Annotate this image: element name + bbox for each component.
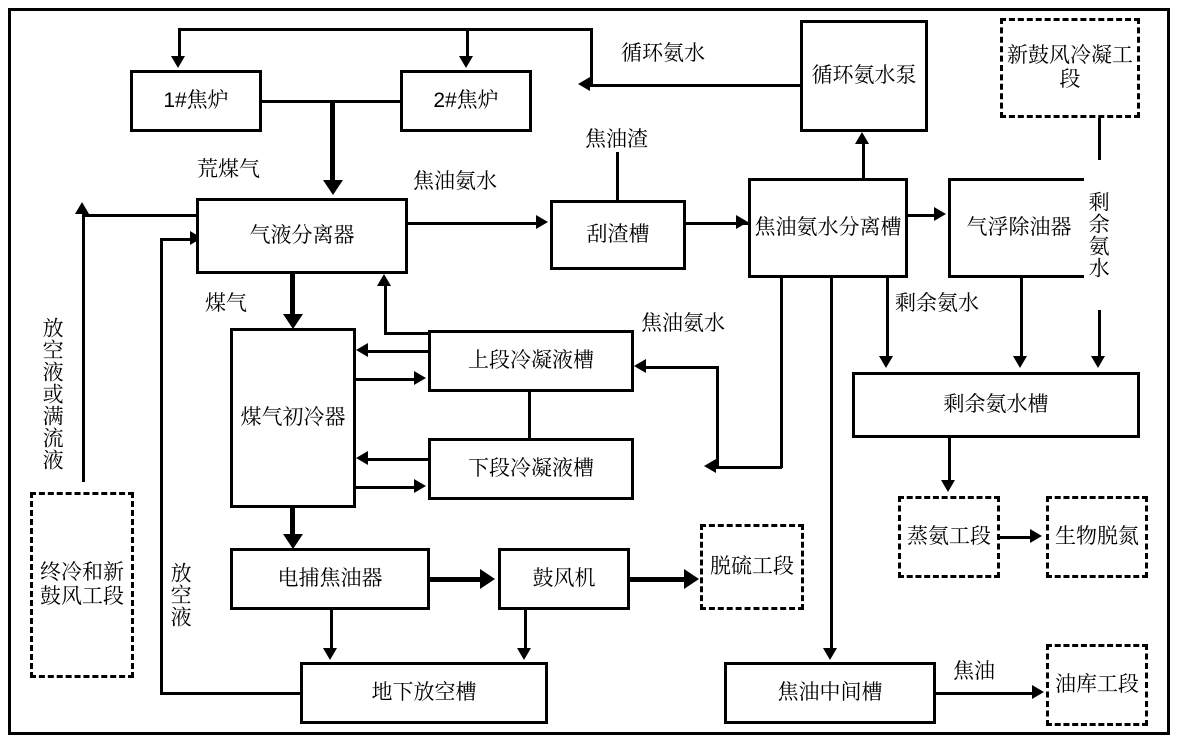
arrowhead-gassep-to-scraper — [536, 215, 548, 229]
edge-label-vent-or-overflow-liquid — [38, 296, 64, 492]
edge-gassep-left-tap — [82, 214, 200, 217]
label-text: 放空液或满流液 — [40, 317, 64, 471]
label-text: 放空液 — [168, 562, 192, 628]
node-label: 蒸氨工段 — [907, 524, 991, 548]
arrowhead-tarsep-to-flotation — [934, 207, 946, 221]
label-text: 循环氨水 — [621, 42, 705, 65]
arrowhead-blower-to-desulf — [684, 569, 699, 589]
node-label: 终冷和新鼓风工段 — [40, 560, 124, 608]
edge-final-cool-riser — [82, 214, 85, 482]
arrowhead-esp-to-blower — [480, 569, 495, 589]
edge-tarsep-to-surplustank — [886, 278, 889, 358]
label-text: 焦油氨水 — [641, 312, 725, 335]
arrowhead-trunk-to-gassep — [323, 180, 343, 195]
edge-tarsep-down-to-condensate — [780, 278, 783, 468]
edge-surplustank-to-ammoniadist — [948, 438, 951, 482]
edge-label-raw-coke-oven-gas — [196, 158, 261, 182]
edge-blower-to-desulf — [630, 577, 686, 582]
edge-to-uppertank — [646, 366, 718, 369]
node-flotation-de-oiler[interactable] — [948, 178, 1090, 278]
node-electrostatic-tar-precipitator[interactable] — [230, 548, 430, 610]
label-text: 焦油氨水 — [413, 170, 497, 193]
edge-blower-to-underground — [524, 610, 527, 650]
edge-label-tar-slag — [584, 128, 649, 152]
node-ammonia-distillation-section[interactable] — [898, 496, 1000, 578]
edge-underground-left-rail — [160, 692, 302, 695]
edge-gassep-to-scraper — [408, 222, 538, 225]
node-lower-condensate-tank[interactable] — [428, 438, 634, 500]
edge-label-surplus-ammonia-water-1 — [894, 292, 980, 316]
node-label: 新鼓风冷凝工段 — [1007, 43, 1133, 91]
node-label: 气液分离器 — [249, 223, 355, 247]
node-tar-ammonia-separation-tank[interactable] — [748, 178, 908, 278]
edge-tarmid-to-oildepot — [936, 692, 1034, 695]
arrowhead-to-coke2 — [459, 56, 473, 68]
node-gas-primary-cooler[interactable] — [230, 328, 356, 508]
arrowhead-tarsep-to-tarmid — [823, 648, 837, 660]
edge-pump-to-cokeoven — [590, 84, 802, 87]
edge-uppertank-to-gassep — [384, 286, 387, 334]
edge-uppertank-to-precooler — [368, 350, 428, 353]
edge-precooler-to-lowertank — [356, 486, 416, 489]
node-label: 脱硫工段 — [710, 554, 794, 578]
edge-trunk-to-gassep — [330, 100, 335, 182]
node-label: 1#焦炉 — [163, 88, 229, 112]
edge-label-tar-ammonia-water-1 — [412, 170, 498, 194]
edge-precooler-to-uppertank — [356, 378, 416, 381]
arrowhead-pump-to-cokeoven — [578, 77, 590, 91]
edge-label-vent-liquid — [166, 540, 192, 650]
arrowhead-to-uppertank — [634, 359, 646, 373]
arrowhead-uppertank-to-gassep — [377, 274, 391, 286]
label-text: 荒煤气 — [197, 158, 260, 181]
node-label: 剩余氨水槽 — [943, 392, 1049, 416]
edge-ammoniadist-to-biodenitr — [1000, 536, 1032, 539]
edge-esp-to-blower — [430, 577, 482, 582]
edge-label-surplus-ammonia-water-vertical — [1084, 160, 1110, 310]
arrowhead-precooler-to-lowertank — [414, 479, 426, 493]
edge-uppertank-up-rail — [384, 332, 430, 335]
arrowhead-flotation-to-surplustank — [1013, 356, 1027, 368]
node-label: 下段冷凝液槽 — [468, 456, 594, 480]
node-label: 焦油氨水分离槽 — [754, 215, 902, 239]
edge-label-tar-ammonia-water-2 — [640, 312, 726, 336]
node-coke-oven-2[interactable] — [400, 70, 532, 132]
arrowhead-tarsep-to-pump — [855, 132, 869, 144]
edge-pump-branch-up — [590, 28, 593, 86]
edge-top-rail — [178, 28, 592, 31]
edge-esp-to-underground — [330, 610, 333, 650]
edge-condensate-branch-up — [716, 366, 719, 468]
arrowhead-precooler-to-esp — [283, 534, 303, 549]
edge-label-circulating-ammonia-water — [620, 42, 706, 66]
arrowhead-ammoniadist-to-biodenitr — [1030, 529, 1042, 543]
label-text: 焦油 — [953, 660, 995, 683]
label-text: 剩余氨水 — [1086, 191, 1110, 279]
label-text: 剩余氨水 — [895, 292, 979, 315]
node-surplus-ammonia-water-tank[interactable] — [852, 372, 1140, 438]
node-biological-denitrification[interactable] — [1046, 496, 1148, 578]
arrowhead-gassep-to-precooler — [283, 314, 303, 329]
arrowhead-scraper-to-tarsep — [736, 215, 748, 229]
edge-down-to-coke2 — [466, 28, 469, 58]
node-label: 焦油中间槽 — [777, 680, 883, 704]
node-underground-vent-tank[interactable] — [300, 662, 548, 724]
edge-gassep-to-precooler — [290, 274, 295, 316]
node-desulfurization-section[interactable] — [700, 524, 804, 610]
arrowhead-to-lowertank — [704, 459, 716, 473]
arrowhead-lowertank-to-precooler — [356, 451, 368, 465]
label-text: 煤气 — [205, 292, 247, 315]
node-label: 鼓风机 — [532, 566, 596, 590]
node-tar-intermediate-tank[interactable] — [724, 662, 936, 724]
node-new-blower-condensation-section[interactable] — [1000, 18, 1140, 118]
arrowhead-blower-to-underground — [517, 648, 531, 660]
edge-down-to-coke1 — [178, 28, 181, 58]
node-scraper-tank[interactable] — [550, 200, 686, 270]
edge-label-tar — [952, 660, 996, 684]
arrowhead-tarmid-to-oildepot — [1032, 685, 1044, 699]
node-upper-condensate-tank[interactable] — [428, 330, 634, 392]
arrowhead-newblower-to-surplustank — [1091, 356, 1105, 368]
node-circulating-ammonia-pump[interactable] — [800, 20, 928, 132]
arrowhead-precooler-to-uppertank — [414, 371, 426, 385]
node-blower[interactable] — [498, 548, 630, 610]
edge-tarsep-to-tarmid — [830, 278, 833, 650]
edge-lowertank-to-precooler — [368, 458, 428, 461]
arrowhead-final-cool-riser — [75, 202, 89, 214]
edge-to-lowertank — [716, 466, 782, 469]
edge-flotation-to-surplustank — [1020, 278, 1023, 358]
node-label: 油库工段 — [1055, 672, 1139, 696]
node-label: 煤气初冷器 — [240, 405, 346, 429]
label-text: 焦油渣 — [585, 128, 648, 151]
node-label: 循环氨水泵 — [811, 63, 917, 87]
node-label: 地下放空槽 — [371, 680, 477, 704]
arrowhead-tarsep-to-surplustank — [879, 356, 893, 368]
node-label: 气浮除油器 — [966, 215, 1072, 239]
node-label: 生物脱氮 — [1055, 524, 1139, 548]
edge-underground-riser — [160, 238, 163, 694]
node-label: 电捕焦油器 — [277, 566, 383, 590]
node-oil-depot-section[interactable] — [1046, 644, 1148, 726]
edge-label-coal-gas — [204, 292, 248, 316]
edge-scraper-to-tarslag — [616, 152, 619, 200]
node-final-cooling-and-new-blower-section[interactable] — [30, 492, 134, 678]
arrowhead-uppertank-to-precooler — [356, 343, 368, 357]
node-label: 2#焦炉 — [433, 88, 499, 112]
arrowhead-surplustank-to-ammoniadist — [941, 480, 955, 492]
edge-precooler-to-esp — [290, 508, 295, 536]
edge-tarsep-to-pump — [862, 144, 865, 180]
node-coke-oven-1[interactable] — [130, 70, 262, 132]
edge-tarsep-to-flotation — [908, 214, 936, 217]
arrowhead-to-coke1 — [171, 56, 185, 68]
node-label: 刮渣槽 — [586, 222, 650, 246]
arrowhead-esp-to-underground — [323, 648, 337, 660]
node-label: 上段冷凝液槽 — [468, 348, 594, 372]
edge-uppertank-to-lowertank — [528, 392, 531, 438]
node-gas-liquid-separator[interactable] — [196, 198, 408, 274]
